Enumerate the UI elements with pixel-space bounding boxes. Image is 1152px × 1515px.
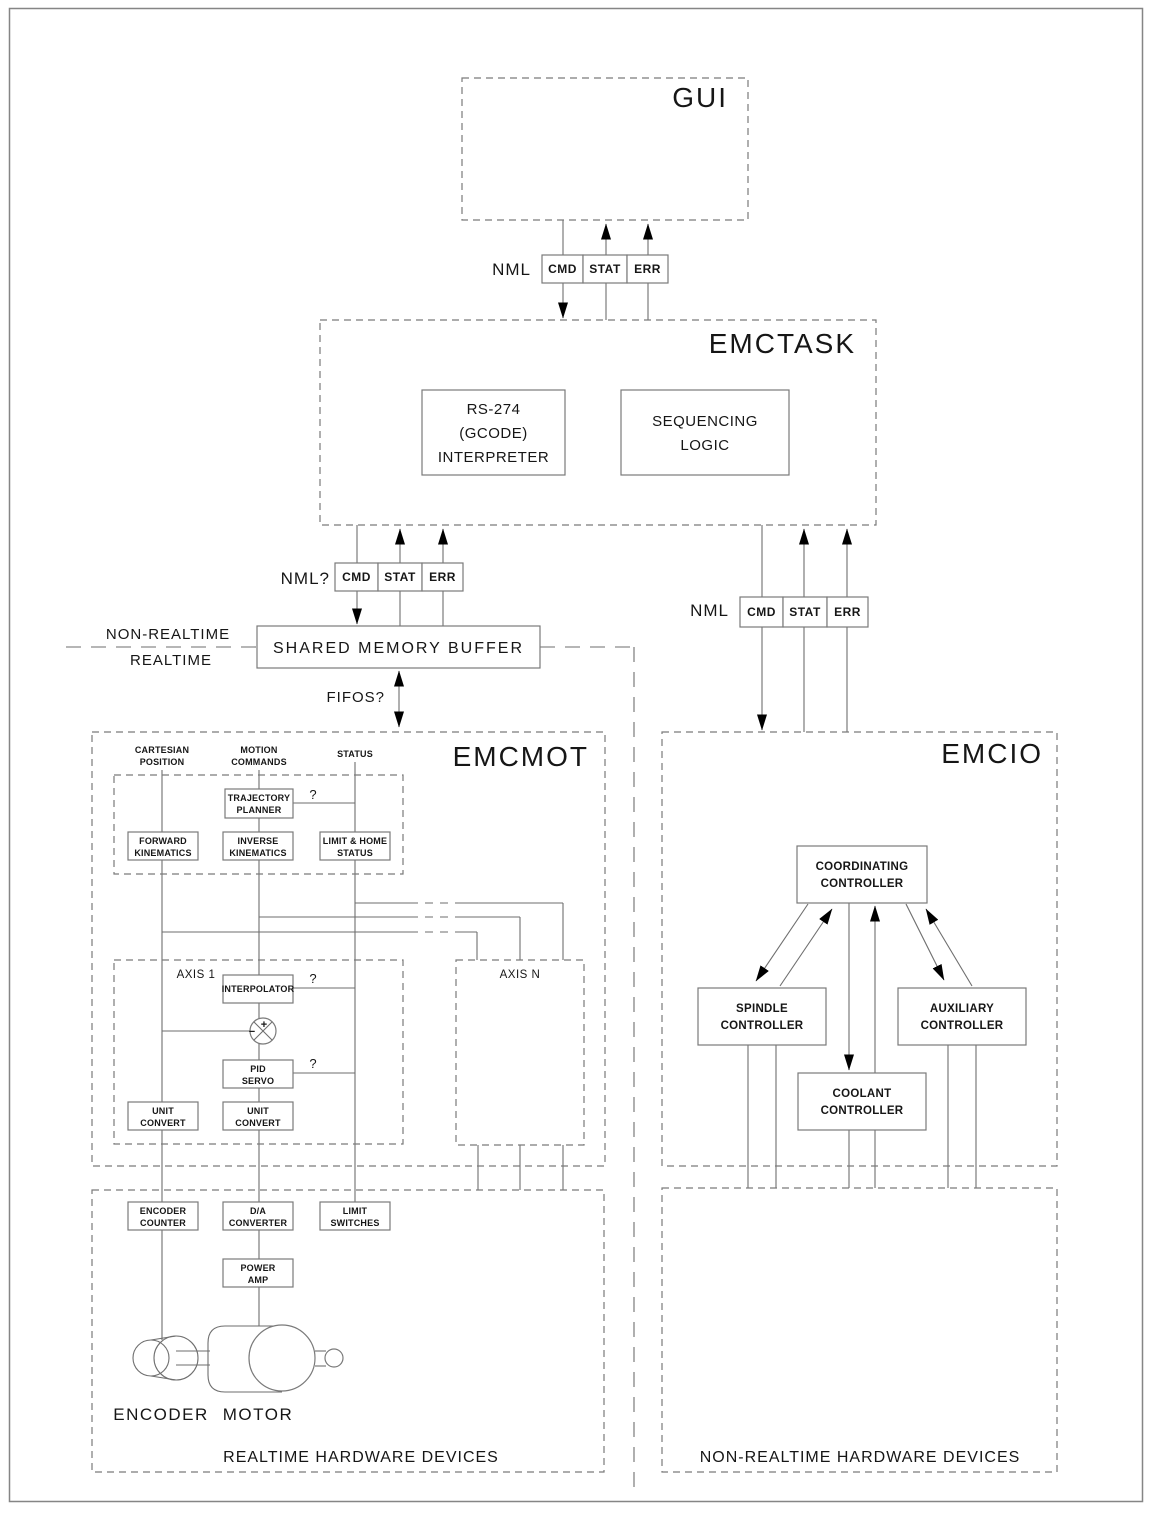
uc-left-line1: UNIT — [152, 1106, 174, 1116]
nml-mid-stat: STAT — [384, 570, 416, 584]
inverse-kinematics — [223, 832, 293, 860]
motor-label: MOTOR — [222, 1405, 294, 1424]
fifos-label: FIFOS? — [326, 689, 385, 706]
gui-label: GUI — [672, 82, 728, 113]
nml-mid-label: NML? — [280, 569, 330, 588]
nml-right-stat: STAT — [789, 605, 821, 619]
sequencing-line1: SEQUENCING — [652, 413, 758, 430]
divider-above-label: NON-REALTIME — [105, 626, 231, 643]
encoder-label: ENCODER — [113, 1405, 209, 1424]
aux-line1: AUXILIARY — [929, 1003, 995, 1015]
cartesian-label-2: POSITION — [139, 757, 185, 767]
divider-below-label: REALTIME — [130, 652, 212, 669]
lh-line2: STATUS — [337, 848, 373, 858]
coolant-controller — [798, 1073, 926, 1130]
unit-convert-left — [128, 1102, 198, 1130]
question-mark-pid: ? — [309, 1056, 317, 1071]
emcmot-box — [92, 732, 605, 1166]
axis1-label: AXIS 1 — [176, 969, 216, 981]
sum-plus: + — [260, 1019, 268, 1031]
aux-line2: CONTROLLER — [920, 1020, 1004, 1032]
nml-top-stat: STAT — [589, 262, 621, 276]
realtime-divider-line — [66, 647, 634, 1496]
coolant-line1: COOLANT — [832, 1088, 892, 1100]
trajectory-planner — [225, 789, 293, 818]
shared-memory-label: SHARED MEMORY BUFFER — [273, 640, 524, 657]
question-mark-interpolator: ? — [309, 971, 317, 986]
question-mark-trajectory: ? — [309, 787, 317, 802]
nml-top-cmd: CMD — [548, 262, 577, 276]
trajectory-line2: PLANNER — [236, 805, 282, 815]
cc-line1: COORDINATING — [815, 861, 909, 873]
shared-memory-buffer — [257, 626, 540, 668]
trajectory-line1: TRAJECTORY — [227, 793, 291, 803]
power-amp — [223, 1259, 293, 1287]
pa-line2: AMP — [247, 1275, 269, 1285]
spindle-line2: CONTROLLER — [720, 1020, 804, 1032]
interpreter-line3: INTERPRETER — [437, 449, 550, 466]
pid-line1: PID — [250, 1064, 266, 1074]
spindle-line1: SPINDLE — [736, 1003, 788, 1015]
encoder-counter — [128, 1202, 198, 1230]
encoder-drawing — [133, 1336, 210, 1380]
limit-home-status — [320, 832, 390, 860]
ls-line2: SWITCHES — [330, 1218, 380, 1228]
fk-line1: FORWARD — [139, 836, 187, 846]
nml-top-err: ERR — [634, 262, 661, 276]
summing-junction — [249, 1018, 276, 1044]
pid-servo — [223, 1060, 293, 1088]
ik-line2: KINEMATICS — [229, 848, 287, 858]
da-line2: CONVERTER — [228, 1218, 288, 1228]
cartesian-label-1: CARTESIAN — [134, 745, 190, 755]
nml-right-cmd: CMD — [747, 605, 776, 619]
nml-mid-cmd: CMD — [342, 570, 371, 584]
sum-minus: − — [248, 1026, 256, 1038]
emctask-label: EMCTASK — [708, 328, 856, 359]
nonrealtime-hardware-label: NON-REALTIME HARDWARE DEVICES — [699, 1449, 1021, 1466]
ec-line2: COUNTER — [140, 1218, 186, 1228]
interpreter-line2: (GCODE) — [459, 425, 528, 442]
nml-right-connector-lines — [762, 525, 847, 732]
da-line1: D/A — [249, 1206, 267, 1216]
status-label: STATUS — [337, 749, 373, 759]
pa-line1: POWER — [240, 1263, 276, 1273]
axisn-box — [456, 960, 584, 1145]
nml-mid-err: ERR — [429, 570, 456, 584]
axisn-label: AXIS N — [499, 969, 541, 981]
nonrealtime-hardware-box — [662, 1188, 1057, 1472]
sequencing-logic — [621, 390, 789, 475]
limit-switches — [320, 1202, 390, 1230]
sequencing-line2: LOGIC — [680, 437, 730, 454]
spindle-controller — [698, 988, 826, 1045]
auxiliary-controller — [898, 988, 1026, 1045]
cc-line2: CONTROLLER — [820, 878, 904, 890]
axis-bus-lines — [162, 903, 563, 1190]
lh-line1: LIMIT & HOME — [322, 836, 388, 846]
nml-mid-ports — [281, 563, 463, 591]
motion-label-2: COMMANDS — [231, 757, 287, 767]
da-converter — [223, 1202, 293, 1230]
nml-right-ports — [690, 597, 868, 627]
ec-line1: ENCODER — [139, 1206, 187, 1216]
emcmot-column-headers — [135, 745, 373, 767]
coolant-line2: CONTROLLER — [820, 1105, 904, 1117]
realtime-hardware-box — [92, 1190, 604, 1472]
uc-mid-line1: UNIT — [247, 1106, 269, 1116]
pid-line2: SERVO — [241, 1076, 275, 1086]
realtime-hardware-label: REALTIME HARDWARE DEVICES — [223, 1449, 499, 1466]
nml-top-label: NML — [492, 260, 531, 279]
motor-drawing — [208, 1325, 343, 1392]
interpolator — [222, 975, 295, 1003]
interpolator-label: INTERPOLATOR — [221, 984, 295, 994]
uc-mid-line2: CONVERT — [235, 1118, 281, 1128]
gcode-interpreter — [422, 390, 565, 475]
forward-kinematics — [128, 832, 198, 860]
uc-left-line2: CONVERT — [140, 1118, 186, 1128]
coordinating-controller — [797, 846, 927, 903]
motion-label-1: MOTION — [240, 745, 278, 755]
unit-convert-mid — [223, 1102, 293, 1130]
ik-line1: INVERSE — [237, 836, 279, 846]
ls-line1: LIMIT — [342, 1206, 368, 1216]
emcmot-label: EMCMOT — [452, 741, 589, 772]
nml-right-err: ERR — [834, 605, 861, 619]
nml-top-ports — [492, 255, 668, 283]
interpreter-line1: RS-274 — [466, 401, 521, 418]
nml-right-label: NML — [690, 601, 729, 620]
emcio-label: EMCIO — [941, 738, 1043, 769]
fk-line2: KINEMATICS — [134, 848, 192, 858]
